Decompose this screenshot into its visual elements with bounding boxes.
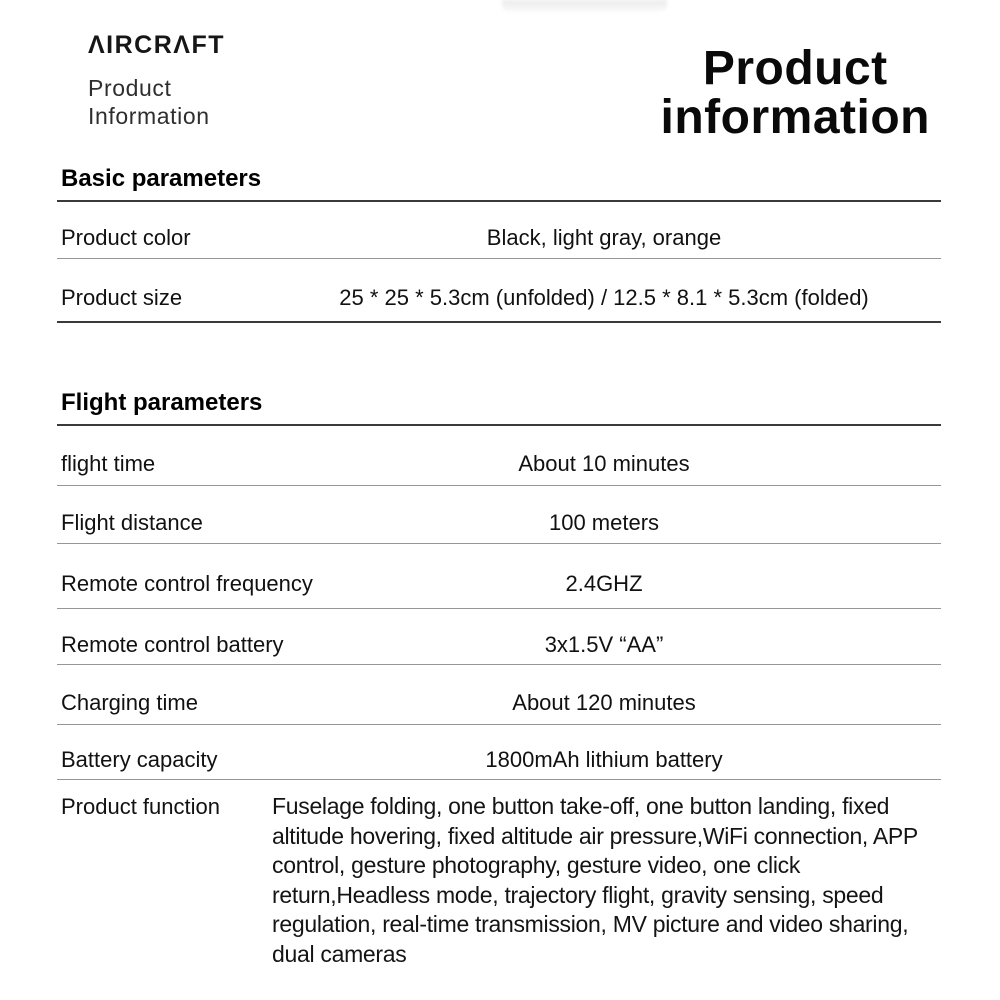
page-title	[661, 44, 930, 142]
row-value: 1800mAh lithium battery	[485, 747, 723, 772]
table-row	[57, 724, 941, 779]
table-row	[57, 664, 941, 724]
brand-logo: ΛIRCRΛFT	[88, 31, 225, 59]
row-label: flight time	[61, 450, 156, 476]
row-value: Black, light gray, orange	[486, 225, 722, 250]
row-label: Flight distance	[61, 509, 203, 535]
basic-parameters-rows	[57, 202, 941, 323]
section-basic-parameters	[57, 160, 941, 323]
row-value: About 10 minutes	[518, 450, 690, 476]
table-row	[57, 426, 941, 485]
brand-subtitle-line-1: Product	[88, 75, 172, 101]
section-flight-parameters	[57, 384, 941, 977]
row-label: Product size	[61, 285, 183, 310]
table-row-product-function	[57, 779, 941, 977]
row-value: 3x1.5V “AA”	[544, 631, 664, 657]
table-row	[57, 543, 941, 608]
row-label: Remote control frequency	[61, 571, 313, 596]
row-value: About 120 minutes	[512, 689, 696, 715]
top-edge-smudge	[502, 0, 667, 13]
row-label: Remote control battery	[61, 631, 284, 657]
row-label: Product function	[61, 794, 220, 819]
row-label: Battery capacity	[61, 747, 218, 772]
spec-tables	[57, 160, 941, 977]
row-value: 100 meters	[548, 509, 660, 535]
page-title-line-1: Product	[702, 42, 888, 95]
table-row	[57, 258, 941, 321]
section-title: Basic parameters	[57, 160, 941, 202]
row-label: Charging time	[61, 689, 198, 715]
row-label: Product color	[61, 225, 191, 250]
flight-parameters-rows	[57, 426, 941, 977]
row-value: 2.4GHZ	[565, 571, 643, 596]
page-title-line-2: information	[660, 91, 930, 144]
table-row	[57, 608, 941, 664]
brand-subtitle	[88, 74, 210, 130]
table-row	[57, 485, 941, 543]
brand-subtitle-line-2: Information	[88, 103, 210, 129]
row-value: Fuselage folding, one button take-off, one button landing, fixed altitude hovering, fixed altitude air pressure,WiFi connection, APP control, gesture photography, gesture video, one click return,Headless mode, trajectory flight, gravity sensing, speed regulation, real-time transmission, MV picture and video sharing, dual cameras	[272, 793, 918, 967]
table-row	[57, 202, 941, 258]
row-value: 25 * 25 * 5.3cm (unfolded) / 12.5 * 8.1 * 5.3cm (folded)	[339, 285, 869, 310]
section-title: Flight parameters	[57, 384, 941, 426]
